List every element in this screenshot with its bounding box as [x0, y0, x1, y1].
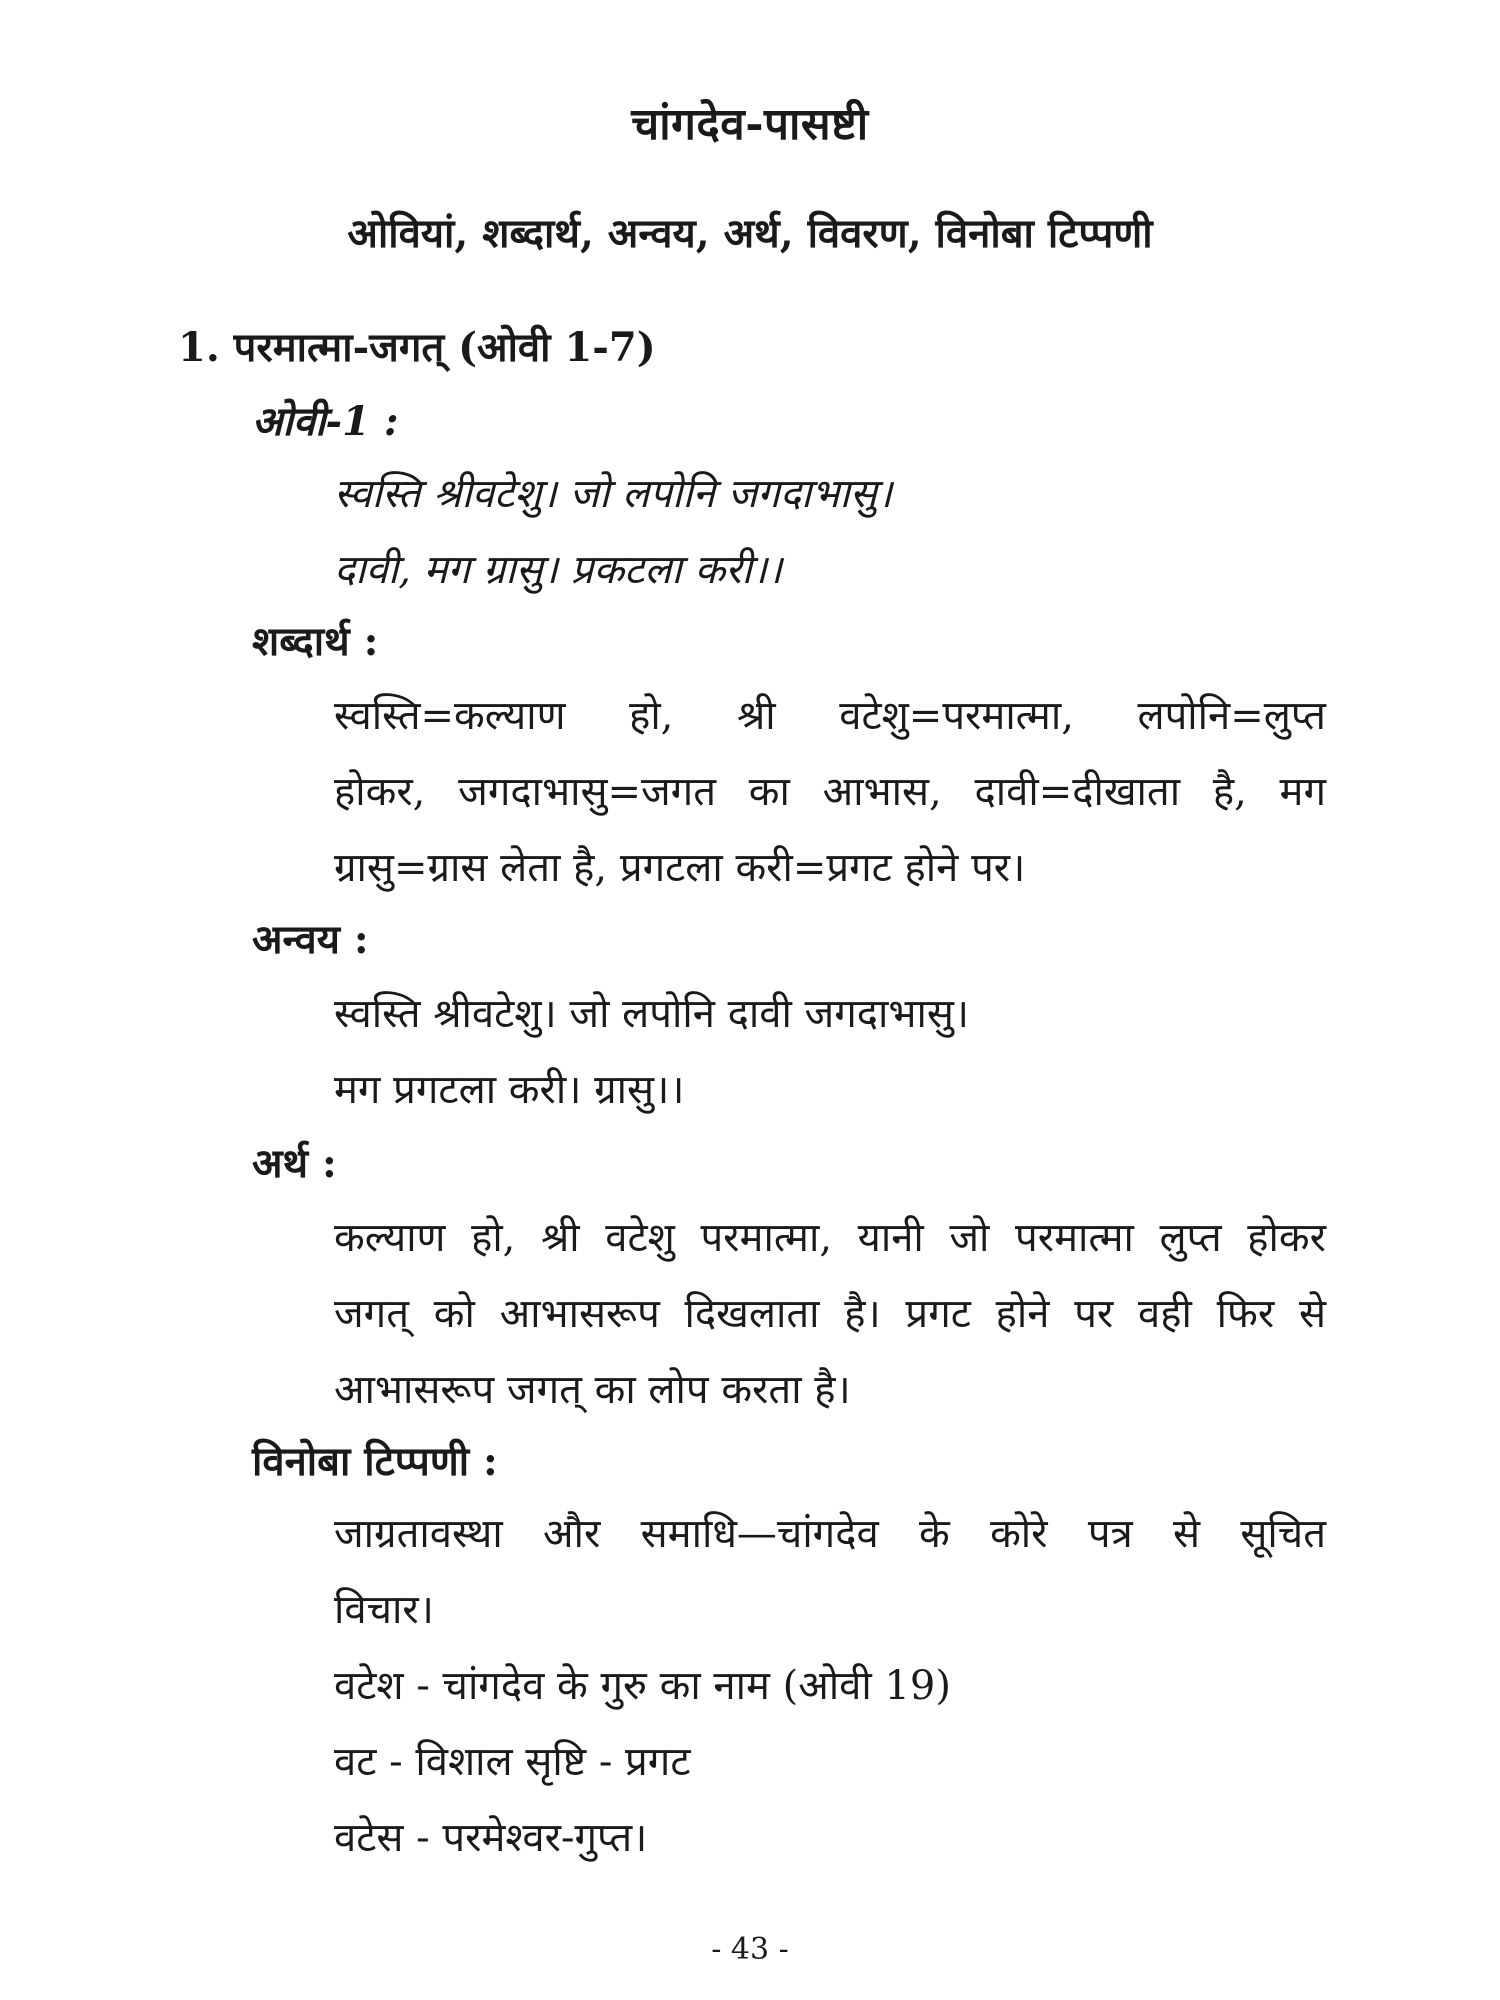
shabdarth-line: होकर, जगदाभासु=जगत का आभास, दावी=दीखाता है, मग: [334, 769, 1326, 815]
anvay-label: अन्वय :: [252, 916, 369, 963]
ovi-line: स्वस्ति श्रीवटेशु। जो लपोनि जगदाभासु।: [334, 471, 893, 517]
section-heading: 1. परमात्मा-जगत् (ओवी 1-7): [178, 324, 656, 371]
ovi-label: ओवी-1 :: [252, 398, 399, 445]
ovi-line: दावी, मग ग्रासु। प्रकटला करी।।: [334, 547, 783, 593]
arth-text: [334, 1200, 1326, 1428]
page-subtitle: ओवियां, शब्दार्थ, अन्वय, अर्थ, विवरण, विनोबा टिप्पणी: [347, 210, 1153, 257]
tippani-line: विचार।: [334, 1587, 434, 1633]
shabdarth-line: ग्रासु=ग्रास लेता है, प्रगटला करी=प्रगट होने पर।: [334, 845, 1026, 891]
anvay-line: स्वस्ति श्रीवटेशु। जो लपोनि दावी जगदाभासु।: [334, 991, 970, 1037]
shabdarth-line: स्वस्ति=कल्याण हो, श्री वटेशु=परमात्मा, लपोनि=लुप्त: [334, 693, 1326, 739]
page-number: - 43 -: [711, 1932, 789, 1967]
shabdarth-label: शब्दार्थ :: [252, 618, 379, 665]
ovi-verse: [334, 456, 1326, 608]
arth-line: कल्याण हो, श्री वटेशु परमात्मा, यानी जो परमात्मा लुप्त होकर: [334, 1215, 1326, 1261]
tippani-line: वटेस - परमेश्वर-गुप्त।: [334, 1815, 648, 1861]
tippani-line: जाग्रतावस्था और समाधि—चांगदेव के कोरे पत्र से सूचित: [334, 1511, 1326, 1557]
vinoba-tippani-label: विनोबा टिप्पणी :: [252, 1438, 498, 1485]
shabdarth-text: [334, 678, 1326, 906]
anvay-line: मग प्रगटला करी। ग्रासु।।: [334, 1067, 685, 1113]
tippani-line: वट - विशाल सृष्टि - प्रगट: [334, 1739, 691, 1785]
anvay-text: [334, 976, 1326, 1128]
tippani-line: वटेश - चांगदेव के गुरु का नाम (ओवी 19): [334, 1663, 951, 1709]
arth-line: जगत् को आभासरूप दिखलाता है। प्रगट होने पर वही फिर से: [334, 1291, 1326, 1337]
arth-label: अर्थ :: [252, 1140, 337, 1187]
page-title: चांगदेव-पासष्टी: [631, 99, 869, 150]
arth-line: आभासरूप जगत् का लोप करता है।: [334, 1367, 851, 1413]
vinoba-tippani-text: [334, 1496, 1326, 1876]
